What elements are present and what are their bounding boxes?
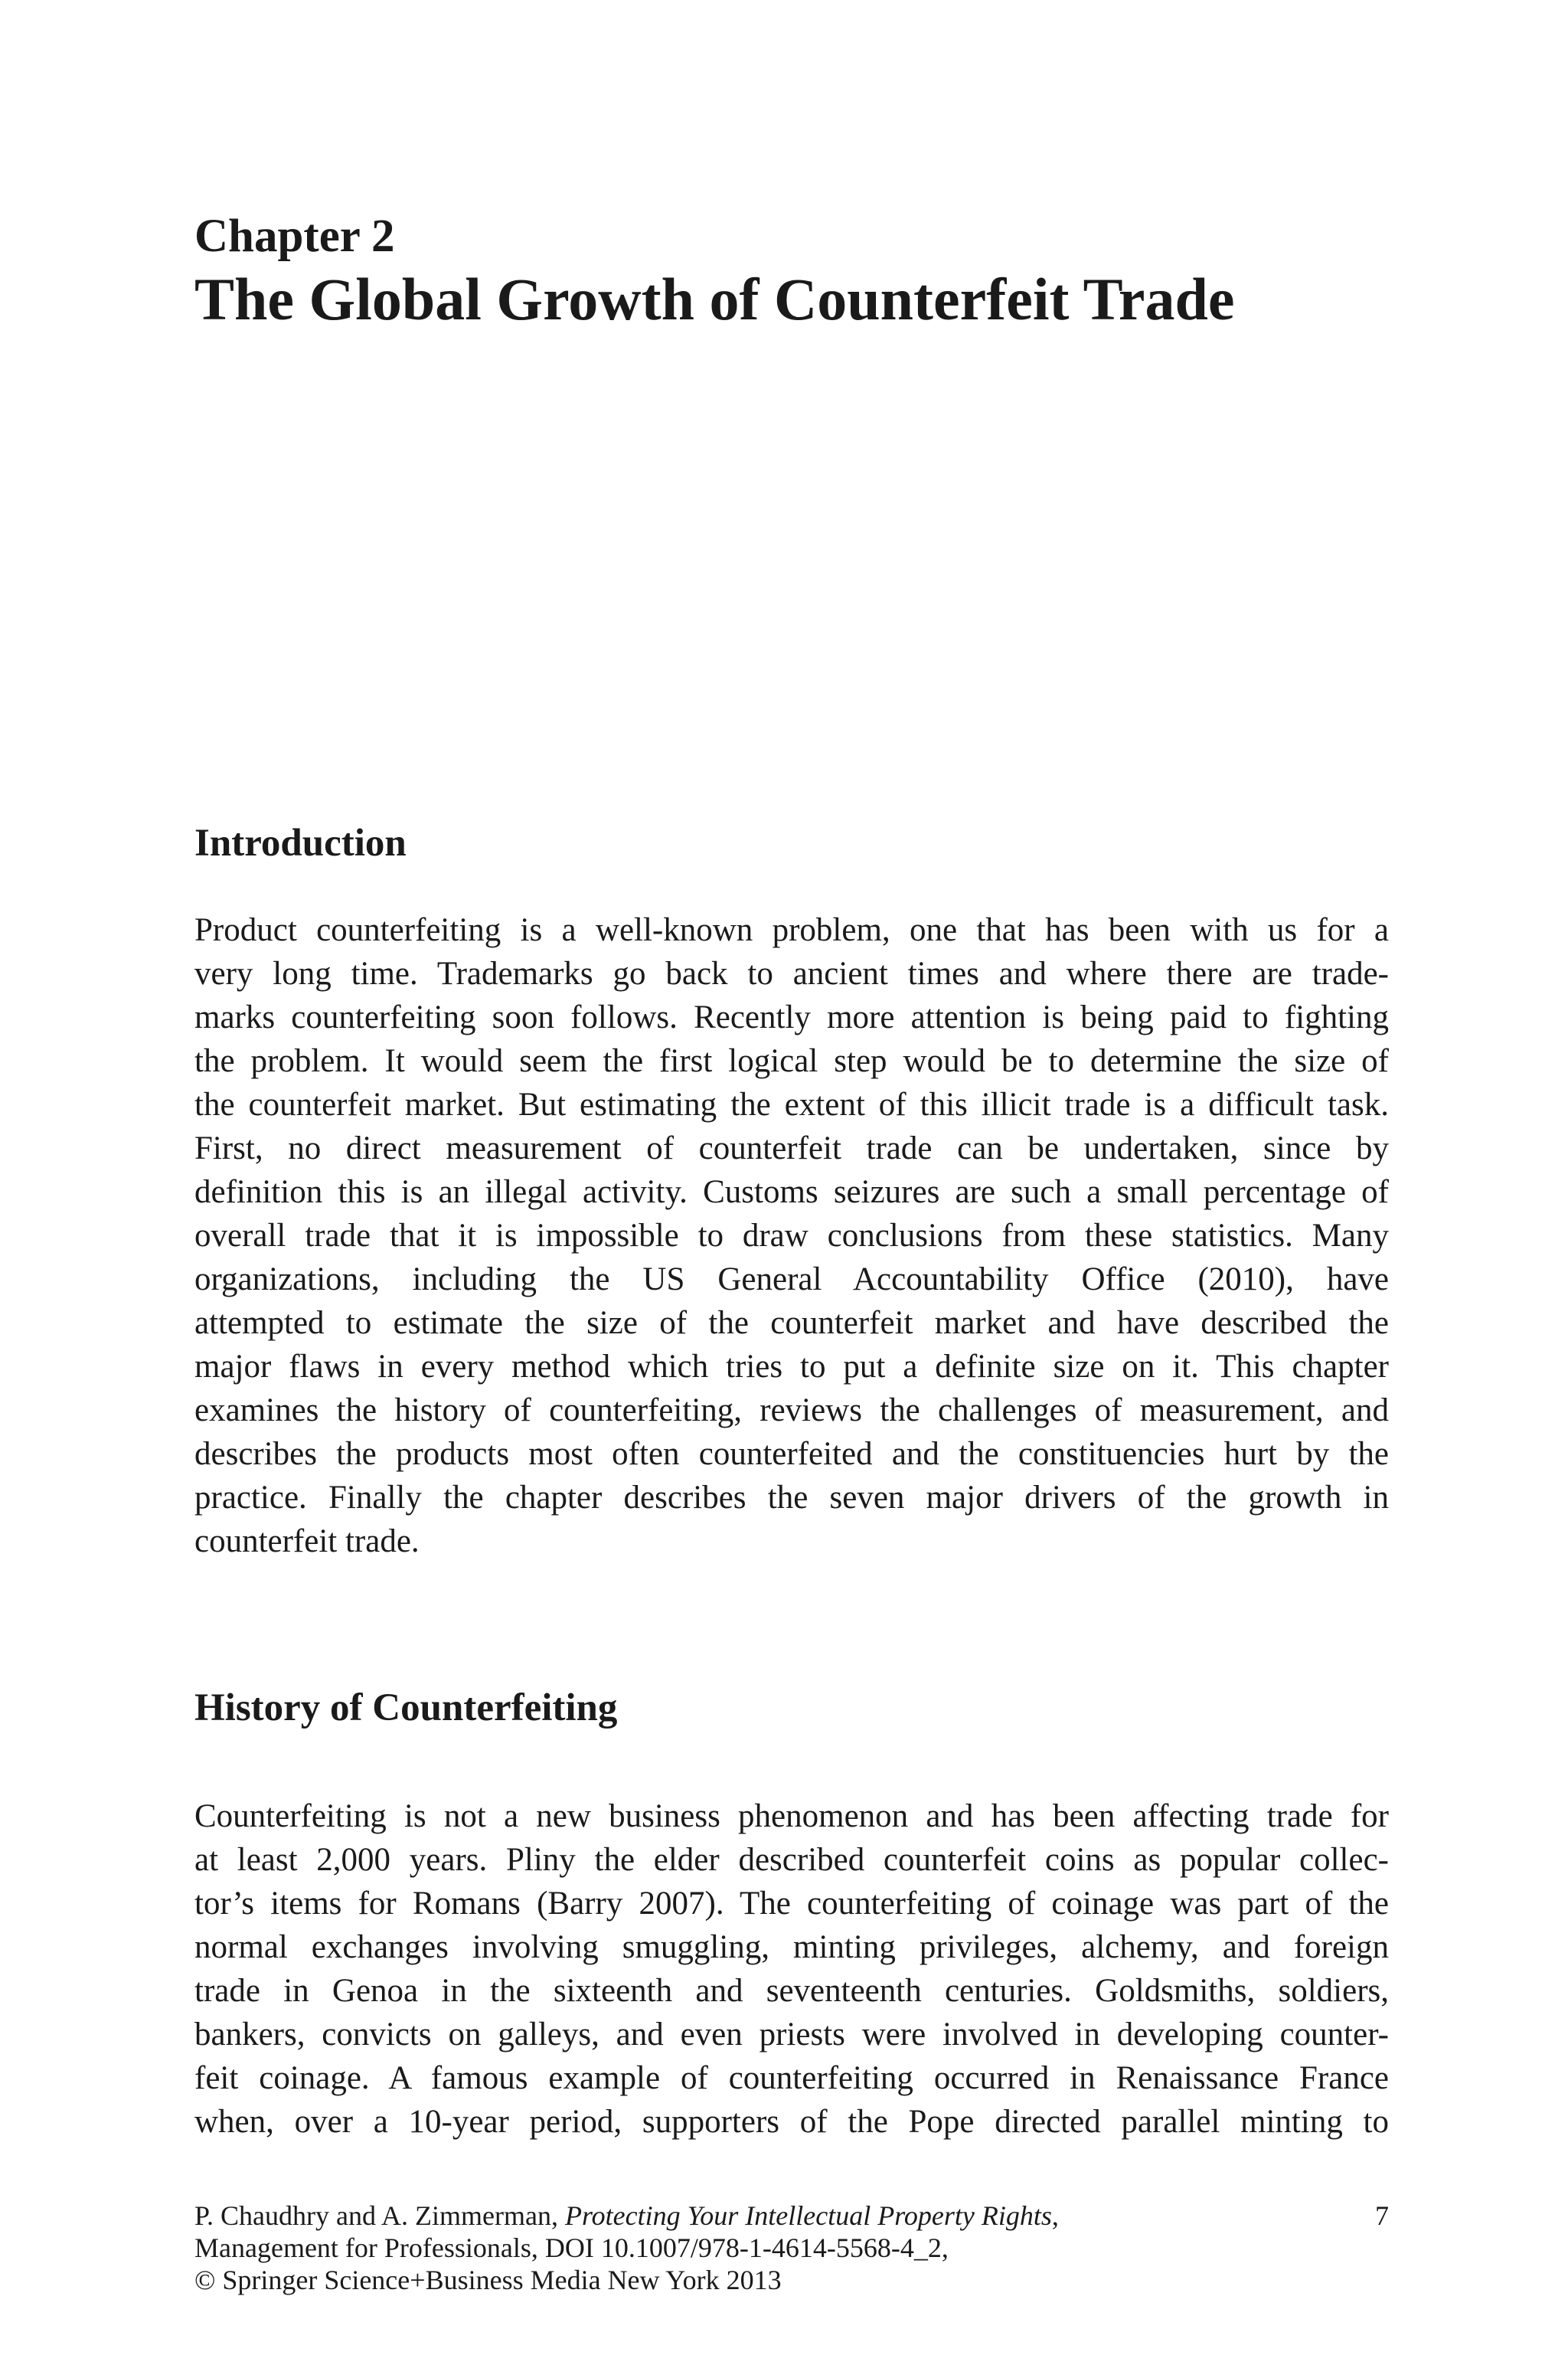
citation-series-doi: Management for Professionals, DOI 10.1007/978-1-4614-5568-4_2,: [194, 2232, 949, 2263]
paragraph-line: marks counterfeiting soon follows. Recently more attention is being paid to fighting: [194, 999, 1389, 1035]
paragraph-line: bankers, convicts on galleys, and even priests were involved in developing counter-: [194, 2017, 1389, 2053]
paragraph-line: practice. Finally the chapter describes the seven major drivers of the growth in: [194, 1480, 1389, 1516]
paragraph-line: major flaws in every method which tries to put a definite size on it. This chapter: [194, 1349, 1389, 1385]
citation-line: [194, 2200, 1389, 2232]
paragraph-line: attempted to estimate the size of the counterfeit market and have described the: [194, 1305, 1389, 1341]
paragraph-line: very long time. Trademarks go back to ancient times and where there are trade-: [194, 956, 1389, 992]
citation-comma: ,: [1051, 2200, 1059, 2231]
chapter-title: The Global Growth of Counterfeit Trade: [194, 266, 1235, 332]
paragraph-line: First, no direct measurement of counterfeit trade can be undertaken, since by: [194, 1130, 1389, 1166]
page-number: 7: [1375, 2200, 1389, 2231]
paragraph-line: at least 2,000 years. Pliny the elder described counterfeit coins as popular collec-: [194, 1842, 1389, 1878]
citation-book-title: Protecting Your Intellectual Property Rights: [564, 2200, 1052, 2231]
section-heading-introduction: Introduction: [194, 822, 407, 865]
paragraph-line: the problem. It would seem the first logical step would be to determine the size of: [194, 1043, 1389, 1079]
page-footer: [194, 2200, 1389, 2296]
paragraph-line: feit coinage. A famous example of counterfeiting occurred in Renaissance France: [194, 2060, 1389, 2096]
chapter-label: Chapter 2: [194, 211, 395, 262]
paragraph-line: organizations, including the US General Accountability Office (2010), have: [194, 1261, 1389, 1297]
paragraph-line: examines the history of counterfeiting, reviews the challenges of measurement, and: [194, 1392, 1389, 1428]
book-page: [194, 0, 1389, 2378]
paragraph-line: when, over a 10-year period, supporters of the Pope directed parallel minting to: [194, 2104, 1389, 2140]
paragraph-line: tor’s items for Romans (Barry 2007). The counterfeiting of coinage was part of the: [194, 1886, 1389, 1922]
paragraph-line: Product counterfeiting is a well-known problem, one that has been with us for a: [194, 912, 1389, 948]
paragraph-line: overall trade that it is impossible to draw conclusions from these statistics. Many: [194, 1218, 1389, 1254]
paragraph-line: the counterfeit market. But estimating the extent of this illicit trade is a difficult task.: [194, 1087, 1389, 1123]
history-paragraph: [194, 1794, 1389, 2144]
paragraph-line: trade in Genoa in the sixteenth and seventeenth centuries. Goldsmiths, soldiers,: [194, 1973, 1389, 2009]
paragraph-line: Counterfeiting is not a new business phenomenon and has been affecting trade for: [194, 1798, 1389, 1834]
section-heading-history: History of Counterfeiting: [194, 1686, 618, 1729]
paragraph-line: normal exchanges involving smuggling, minting privileges, alchemy, and foreign: [194, 1929, 1389, 1965]
citation-authors: P. Chaudhry and A. Zimmerman,: [194, 2200, 565, 2231]
introduction-paragraph: [194, 908, 1389, 1563]
copyright-line: © Springer Science+Business Media New York 2013: [194, 2265, 782, 2295]
paragraph-line: describes the products most often counterfeited and the constituencies hurt by the: [194, 1436, 1389, 1472]
paragraph-line: counterfeit trade.: [194, 1523, 420, 1559]
paragraph-line: definition this is an illegal activity. Customs seizures are such a small percentage of: [194, 1174, 1389, 1210]
